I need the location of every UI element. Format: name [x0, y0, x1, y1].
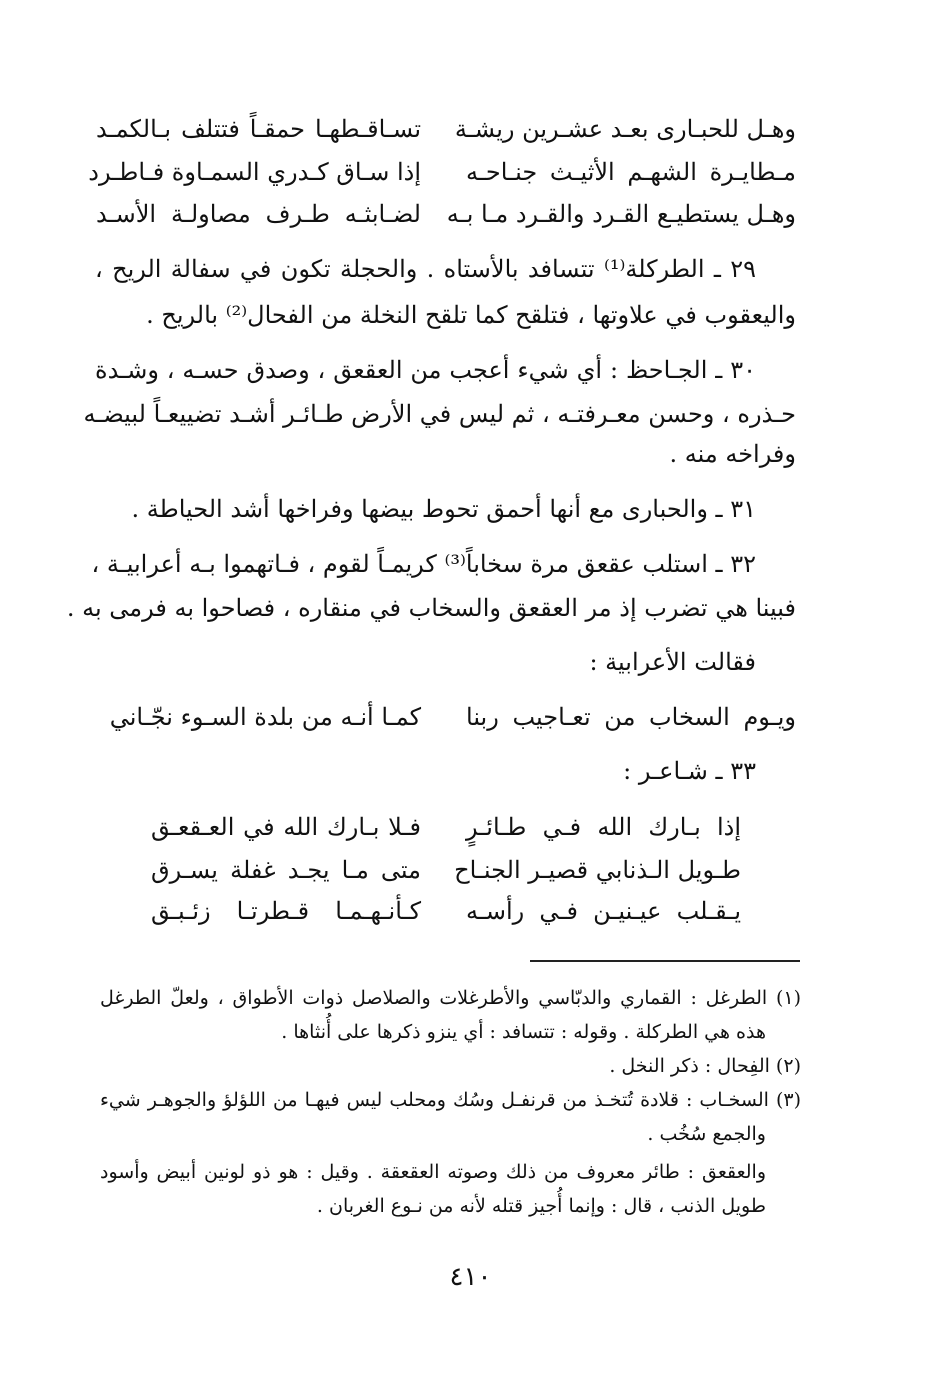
- verse-1-hemistich-2: تسـاقـطهـا حمقـاً فتتلف بـالكمـد: [96, 115, 421, 143]
- para-29-line-1: ٢٩ ـ الطركلة⁽¹⁾ تتسافد بالأستاه . والحجلة تكون في سفالة الريح ،: [95, 255, 756, 283]
- verse-1-hemistich-1: وهـل للحبـارى بعـد عشـرين ريشـة: [454, 115, 796, 143]
- footnote-3-line-3: والعقعق : طائر معروف من ذلك وصوته العقعقة . وقيل : هو ذو لونين أبيض وأسود: [100, 1161, 766, 1183]
- verse-2-hemistich-2: إذا سـاق كـدري السمـاوة فـاطـرد: [88, 158, 421, 186]
- verse-sikhab-hemistich-2: كمـا أنـه من بلدة السـوء نجّـاني: [109, 703, 421, 731]
- para-30-line-2: حـذره ، وحسن معـرفتـه ، ثم ليس في الأرض طـائـر أشـد تضييعـاً لبيضـه: [83, 400, 796, 428]
- para-32-line-1: ٣٢ ـ استلب عقعق مرة سخاباً⁽³⁾ كريمـاً لقوم ، فـاتهموا بـه أعرابيـة ،: [91, 550, 756, 578]
- verse-5-hemistich-1: طـويل الـذنابي قصيـر الجنـاح: [454, 856, 741, 884]
- verse-sikhab-hemistich-1: ويـوم السخاب من تعـاجيب ربنا: [466, 703, 796, 731]
- page-number: ٤١٠: [449, 1262, 492, 1292]
- footnote-3-line-2: والجمع سُخُب .: [647, 1123, 766, 1145]
- verse-4-hemistich-1: إذا بـارك الله فـي طـائـرٍ: [466, 813, 741, 841]
- verse-6-hemistich-1: يـقـلب عيـنيـن فـي رأسـه: [466, 897, 741, 925]
- para-29-line-2: واليعقوب في علاوتها ، فتلقح كما تلقح النخلة من الفحال⁽²⁾ بالريح .: [146, 301, 796, 329]
- para-32-line-2: فبينا هي تضرب إذ مر العقعق والسخاب في منقاره ، فصاحوا به فرمى به .: [66, 594, 796, 622]
- footnote-1-line-2: هذه هي الطركلة . وقوله : تتسافد : أي ينزو ذكرها على أُنثاها .: [281, 1021, 766, 1043]
- para-31: ٣١ ـ والحبارى مع أنها أحمق تحوط بيضها وفراخها أشد الحياطة .: [131, 495, 756, 523]
- footnote-3-line-1: (٣) السخـاب : قلادة تُتخـذ من قرنفـل وسُك ومحلب ليس فيهـا من اللؤلؤ والجوهـر شيء: [100, 1089, 801, 1111]
- verse-6-hemistich-2: كـأنـهـمـا قـطرتـا زئـبـق: [151, 897, 421, 925]
- footnote-3-line-4: طويل الذنب ، قال : وإنما أُجيز قتله لأنه من نـوع الغربان .: [316, 1195, 766, 1217]
- verse-3-hemistich-1: وهـل يستطيـع القـرد والقـرد مـا بـه: [446, 200, 796, 228]
- verse-3-hemistich-2: لضـابثـه طـرف مصاولـة الأسـد: [96, 200, 421, 228]
- para-30-line-3: وفراخه منه .: [669, 440, 796, 468]
- verse-4-hemistich-2: فـلا بـارك الله في العـقعـق: [151, 813, 421, 841]
- intro-bedouin-woman: فقالت الأعرابية :: [589, 648, 756, 676]
- verse-5-hemistich-2: متى مـا يجـد غفلة يسـرق: [151, 856, 421, 884]
- footnote-divider: [530, 960, 800, 962]
- para-30-line-1: ٣٠ ـ الجـاحظ : أي شيء أعجب من العقعق ، وصدق حسـه ، وشـدة: [95, 356, 756, 384]
- footnote-2: (٢) الفِحال : ذكر النخل .: [609, 1055, 801, 1077]
- footnote-1-line-1: (١) الطرغل : القماري والدبّاسي والأطرغلات والصلاصل ذوات الأطواق ، ولعلّ الطرغل: [100, 987, 801, 1009]
- para-33-heading: ٣٣ ـ شـاعـر :: [623, 757, 756, 785]
- verse-2-hemistich-1: مـطايـرة الشهـم الأثيـث جنـاحـه: [466, 158, 796, 186]
